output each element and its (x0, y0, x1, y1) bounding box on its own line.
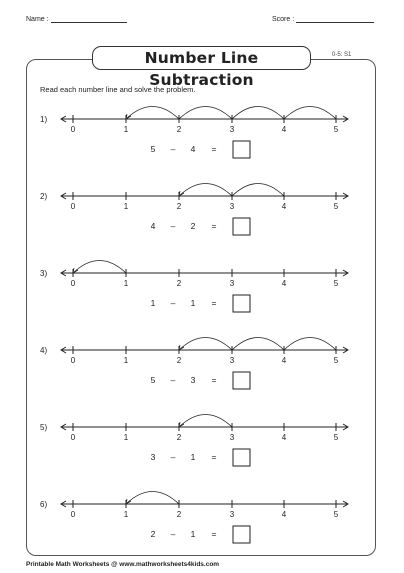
equation-minus: – (170, 298, 176, 308)
equation-equals: = (211, 452, 217, 462)
equation-minus: – (170, 221, 176, 231)
tick-label: 1 (123, 202, 129, 211)
tick-label: 2 (176, 279, 182, 288)
tick-label: 0 (70, 279, 76, 288)
answer-box[interactable] (233, 372, 250, 389)
equation-minuend: 2 (150, 529, 156, 539)
tick-label: 4 (281, 433, 287, 442)
equation-equals: = (211, 298, 217, 308)
equation-minus: – (170, 144, 176, 154)
tick-label: 5 (333, 125, 339, 134)
tick-label: 1 (123, 279, 129, 288)
tick-label: 0 (70, 510, 76, 519)
hop-arc (126, 492, 179, 505)
problem-label: 6) (40, 500, 48, 509)
equation-minuend: 1 (150, 298, 156, 308)
tick-label: 2 (176, 356, 182, 365)
hop-arc (179, 415, 232, 428)
tick-label: 3 (229, 356, 235, 365)
score-label: Score : (272, 16, 295, 23)
tick-label: 3 (229, 202, 235, 211)
tick-label: 1 (123, 433, 129, 442)
tick-label: 5 (333, 356, 339, 365)
tick-label: 4 (281, 202, 287, 211)
tick-label: 1 (123, 125, 129, 134)
equation-equals: = (211, 529, 217, 539)
tick-label: 4 (281, 356, 287, 365)
tick-label: 2 (176, 202, 182, 211)
hop-arc (179, 338, 232, 351)
problem-label: 4) (40, 346, 48, 355)
tick-label: 1 (123, 356, 129, 365)
equation-equals: = (211, 144, 217, 154)
tick-label: 5 (333, 279, 339, 288)
hop-arc (284, 107, 336, 120)
tick-label: 0 (70, 356, 76, 365)
tick-label: 0 (70, 433, 76, 442)
equation-subtrahend: 4 (190, 144, 196, 154)
hop-arc (232, 107, 284, 120)
answer-box[interactable] (233, 526, 250, 543)
problem-label: 3) (40, 269, 48, 278)
tick-label: 5 (333, 202, 339, 211)
answer-box[interactable] (233, 295, 250, 312)
equation-minuend: 5 (150, 144, 156, 154)
problem-label: 2) (40, 192, 48, 201)
problem-label: 1) (40, 115, 48, 124)
tick-label: 1 (123, 510, 129, 519)
tick-label: 2 (176, 433, 182, 442)
hop-arc (73, 261, 126, 274)
answer-box[interactable] (233, 141, 250, 158)
tick-label: 4 (281, 279, 287, 288)
tick-label: 5 (333, 510, 339, 519)
tick-label: 2 (176, 510, 182, 519)
equation-subtrahend: 1 (190, 452, 196, 462)
worksheet-title: Number Line Subtraction (92, 46, 311, 70)
tick-label: 5 (333, 433, 339, 442)
hop-arc (179, 184, 232, 197)
hop-arc (126, 107, 179, 120)
equation-minuend: 4 (150, 221, 156, 231)
equation-equals: = (211, 375, 217, 385)
tick-label: 3 (229, 510, 235, 519)
equation-minus: – (170, 529, 176, 539)
equation-minus: – (170, 452, 176, 462)
problem-label: 5) (40, 423, 48, 432)
equation-subtrahend: 2 (190, 221, 196, 231)
equation-minus: – (170, 375, 176, 385)
hop-arc (232, 184, 284, 197)
footer: Printable Math Worksheets @ www.mathworksheets4kids.com (26, 561, 220, 568)
instructions: Read each number line and solve the problem. (40, 85, 196, 94)
answer-box[interactable] (233, 449, 250, 466)
tick-label: 0 (70, 125, 76, 134)
equation-equals: = (211, 221, 217, 231)
tick-label: 2 (176, 125, 182, 134)
hop-arc (284, 338, 336, 351)
tick-label: 4 (281, 510, 287, 519)
equation-subtrahend: 3 (190, 375, 196, 385)
tick-label: 4 (281, 125, 287, 134)
tick-label: 3 (229, 279, 235, 288)
tick-label: 0 (70, 202, 76, 211)
equation-subtrahend: 1 (190, 298, 196, 308)
tick-label: 3 (229, 433, 235, 442)
equation-subtrahend: 1 (190, 529, 196, 539)
equation-minuend: 3 (150, 452, 156, 462)
name-label: Name : (26, 16, 49, 23)
hop-arc (232, 338, 284, 351)
answer-box[interactable] (233, 218, 250, 235)
worksheet-code: 0-5: S1 (332, 52, 352, 58)
equation-minuend: 5 (150, 375, 156, 385)
hop-arc (179, 107, 232, 120)
tick-label: 3 (229, 125, 235, 134)
